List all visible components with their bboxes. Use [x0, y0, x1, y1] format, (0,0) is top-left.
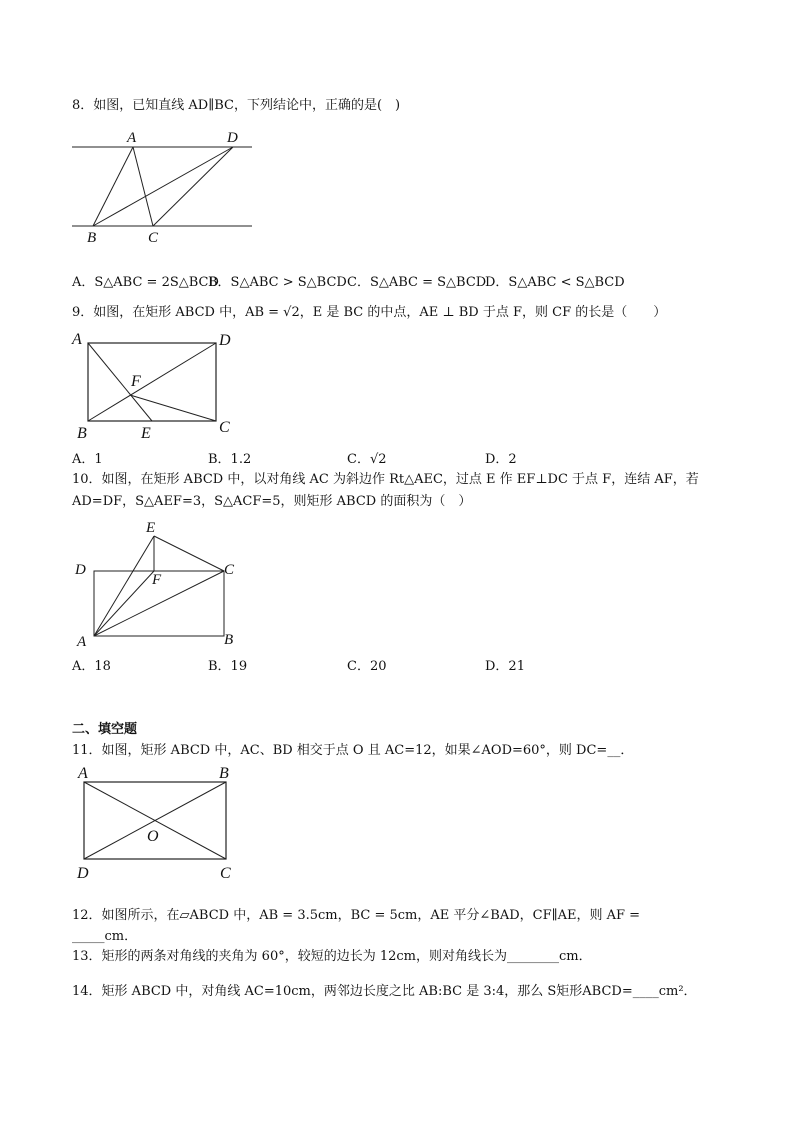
q14-text: 14．矩形 ABCD 中，对角线 AC=10cm，两邻边长度之比 AB:BC 是 3:4，那么 S矩形ABCD=____cm²． [72, 984, 697, 999]
q10-figure [70, 516, 245, 652]
q10-text-line2: AD=DF，S△AEF=3，S△ACF=5，则矩形 ABCD 的面积为（ ） [72, 494, 472, 509]
section-title: 二、填空题 [72, 722, 138, 737]
q10-label-e: E [146, 520, 156, 536]
q11-label-b: B [219, 765, 229, 782]
q13-text: 13．矩形的两条对角线的夹角为 60°，较短的边长为 12cm，则对角线长为________cm． [72, 949, 592, 964]
q11-label-o: O [147, 828, 159, 845]
q11-text: 11．如图，矩形 ABCD 中，AC、BD 相交于点 O 且 AC=12，如果∠AOD=60°，则 DC=__． [72, 743, 634, 758]
q10-text-line1: 10．如图，在矩形 ABCD 中，以对角线 AC 为斜边作 Rt△AEC，过点 E 作 EF⊥DC 于点 F，连结 AF，若 [72, 472, 699, 487]
q11-label-d: D [77, 865, 89, 882]
q10-label-d: D [75, 562, 86, 578]
q8-figure [66, 126, 261, 248]
q10-option-b: B．19 [208, 659, 248, 674]
q8-option-c: C．S△ABC = S△BCD [347, 275, 487, 290]
q8-label-b: B [87, 230, 97, 246]
q9-label-b: B [77, 425, 87, 442]
q9-figure [68, 328, 238, 444]
q8-text: 8．如图，已知直线 AD∥BC，下列结论中，正确的是( ) [72, 98, 401, 113]
q10-option-c: C．20 [347, 659, 387, 674]
q8-option-d: D．S△ABC < S△BCD [485, 275, 625, 290]
q9-option-a: A．1 [72, 452, 103, 467]
q9-label-c: C [219, 419, 230, 436]
q12-text-line2: _____cm． [72, 929, 138, 944]
q10-label-b: B [224, 632, 234, 648]
q11-label-a: A [78, 765, 88, 782]
q11-figure [68, 762, 248, 886]
q8-label-d: D [227, 130, 238, 146]
q9-label-e: E [141, 425, 151, 442]
q9-label-f: F [131, 373, 141, 390]
q10-label-f: F [152, 572, 162, 588]
q9-label-a: A [72, 331, 82, 348]
q9-label-d: D [219, 332, 231, 349]
q8-label-a: A [127, 130, 137, 146]
q10-option-d: D．21 [485, 659, 525, 674]
q9-text: 9．如图，在矩形 ABCD 中，AB = √2，E 是 BC 的中点，AE ⊥ BD 于点 F，则 CF 的长是（ ） [72, 305, 667, 320]
q11-label-c: C [220, 865, 231, 882]
q10-label-a: A [77, 634, 87, 650]
q8-option-b: B．S△ABC > S△BCD [208, 275, 347, 290]
q10-label-c: C [224, 562, 235, 578]
q12-text-line1: 12．如图所示，在▱ABCD 中，AB = 3.5cm，BC = 5cm，AE 平分∠BAD，CF∥AE，则 AF = [72, 908, 641, 923]
q9-option-b: B．1.2 [208, 452, 252, 467]
q8-option-a: A．S△ABC = 2S△BCD [72, 275, 219, 290]
q9-option-c: C．√2 [347, 452, 387, 467]
q10-option-a: A．18 [72, 659, 111, 674]
q8-label-c: C [148, 230, 159, 246]
q9-option-d: D．2 [485, 452, 517, 467]
